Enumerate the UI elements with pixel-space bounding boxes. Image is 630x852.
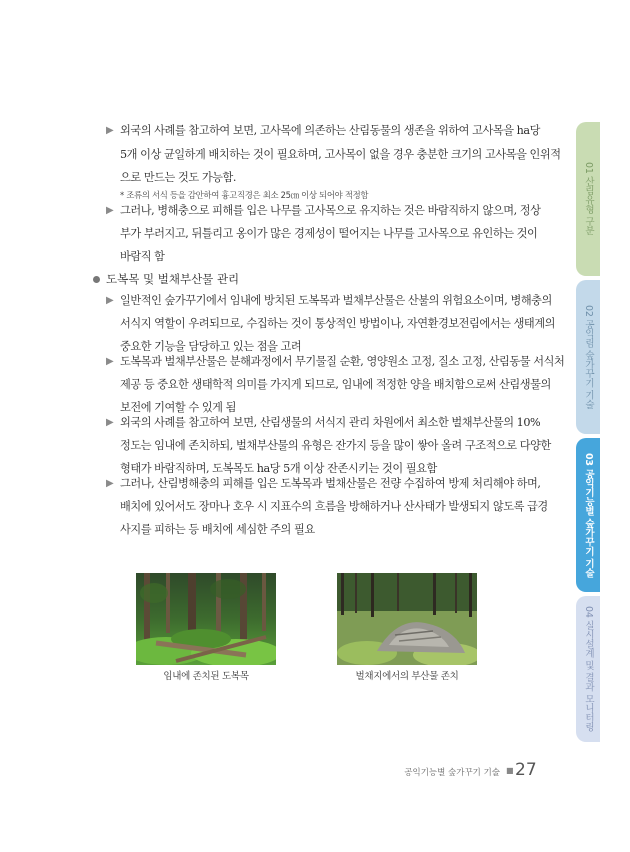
- text-line: 5개 이상 균일하게 배치하는 것이 필요하며, 고사목이 없을 경우 충분한 크기의 고사목을 인위적: [120, 148, 561, 161]
- text-line: 정도는 임내에 존치하되, 벌채부산물의 유형은 잔가지 등을 많이 쌓아 올려 구조적으로 다양한: [120, 439, 551, 452]
- text-line: 외국의 사례를 참고하여 보면, 고사목에 의존하는 산림동물의 생존을 위하여 고사목을 ha당: [120, 124, 541, 137]
- tab-label: 01 산림유형 구분: [583, 162, 594, 236]
- text-line: 외국의 사례를 참고하여 보면, 산림생물의 서식지 관리 차원에서 최소한 벌채부산물의 10%: [120, 416, 541, 429]
- text-line: 배치에 있어서도 장마나 호우 시 지표수의 흐름을 방해하거나 산사태가 발생되지 않도록 급경: [120, 500, 548, 513]
- bullet-marker: ▶: [106, 478, 114, 489]
- text-line: 으로 만드는 것도 가능함.: [120, 171, 236, 184]
- text-line: 일반적인 숲가꾸기에서 임내에 방치된 도복목과 벌채부산물은 산불의 위험요소이며, 병해충의: [120, 294, 552, 307]
- forest-image-icon: [136, 573, 276, 665]
- section-dot-icon: [93, 276, 100, 283]
- text-line: 중요한 기능을 담당하고 있는 점을 고려: [120, 340, 302, 353]
- text-line: 부가 부러지고, 뒤틀리고 옹이가 많은 경제성이 떨어지는 나무를 고사목으로 유인하는 것이: [120, 227, 538, 240]
- tab-chapter-03[interactable]: [576, 438, 600, 592]
- bullet-marker: ▶: [106, 125, 114, 136]
- footnote: * 조류의 서식 등을 감안하여 흉고직경은 최소 25㎝ 이상 되어야 적정함: [120, 190, 369, 200]
- section-heading: 도복목 및 벌채부산물 관리: [106, 272, 240, 286]
- footer-title: 공익기능별 숲가꾸기 기술: [404, 768, 500, 778]
- tab-label: 02 공익림 숲가꾸기 기술: [583, 305, 594, 409]
- footer-separator: ■: [506, 766, 514, 775]
- text-line: 형태가 바람직하며, 도복목도 ha당 5개 이상 잔존시키는 것이 필요함: [120, 462, 437, 475]
- text-line: 사지를 피하는 등 배치에 세심한 주의 필요: [120, 523, 315, 536]
- bullet-marker: ▶: [106, 295, 114, 306]
- text-line: 서식지 역할이 우려되므로, 수집하는 것이 통상적인 방법이나, 자연환경보전림에서는 생태계의: [120, 317, 555, 330]
- tab-chapter-01[interactable]: [576, 122, 600, 276]
- text-line: 도복목과 벌채부산물은 분해과정에서 무기물질 순환, 영양원소 고정, 질소 고정, 산림동물 서식처: [120, 355, 565, 368]
- tab-label: 04 실시설계 및 결과 모니터링: [583, 606, 594, 732]
- tab-label: 03 공익기능별 숲가꾸기 기술: [583, 452, 594, 578]
- text-line: 제공 등 중요한 생태학적 의미를 가지게 되므로, 임내에 적정한 양을 배치함으로써 산림생물의: [120, 378, 551, 391]
- figure-caption: 벌채지에서의 부산물 존치: [355, 671, 459, 682]
- text-line: 보전에 기여할 수 있게 됨: [120, 401, 236, 414]
- bullet-marker: ▶: [106, 417, 114, 428]
- bullet-marker: ▶: [106, 205, 114, 216]
- photo-fallen-trees: [136, 573, 276, 665]
- tab-chapter-02[interactable]: [576, 280, 600, 434]
- tab-chapter-04[interactable]: [576, 596, 600, 742]
- page-number: 27: [515, 760, 537, 780]
- bullet-marker: ▶: [106, 356, 114, 367]
- text-line: 그러나, 산림병해충의 피해를 입은 도복목과 벌채산물은 전량 수집하여 방제 처리해야 하며,: [120, 477, 541, 490]
- text-line: 바람직 함: [120, 250, 165, 263]
- figure-caption: 임내에 존치된 도복목: [163, 671, 249, 682]
- photo-residue-pile: [337, 573, 477, 665]
- text-line: 그러나, 병해충으로 피해를 입은 나무를 고사목으로 유지하는 것은 바람직하지 않으며, 정상: [120, 204, 541, 217]
- clearcut-image-icon: [337, 573, 477, 665]
